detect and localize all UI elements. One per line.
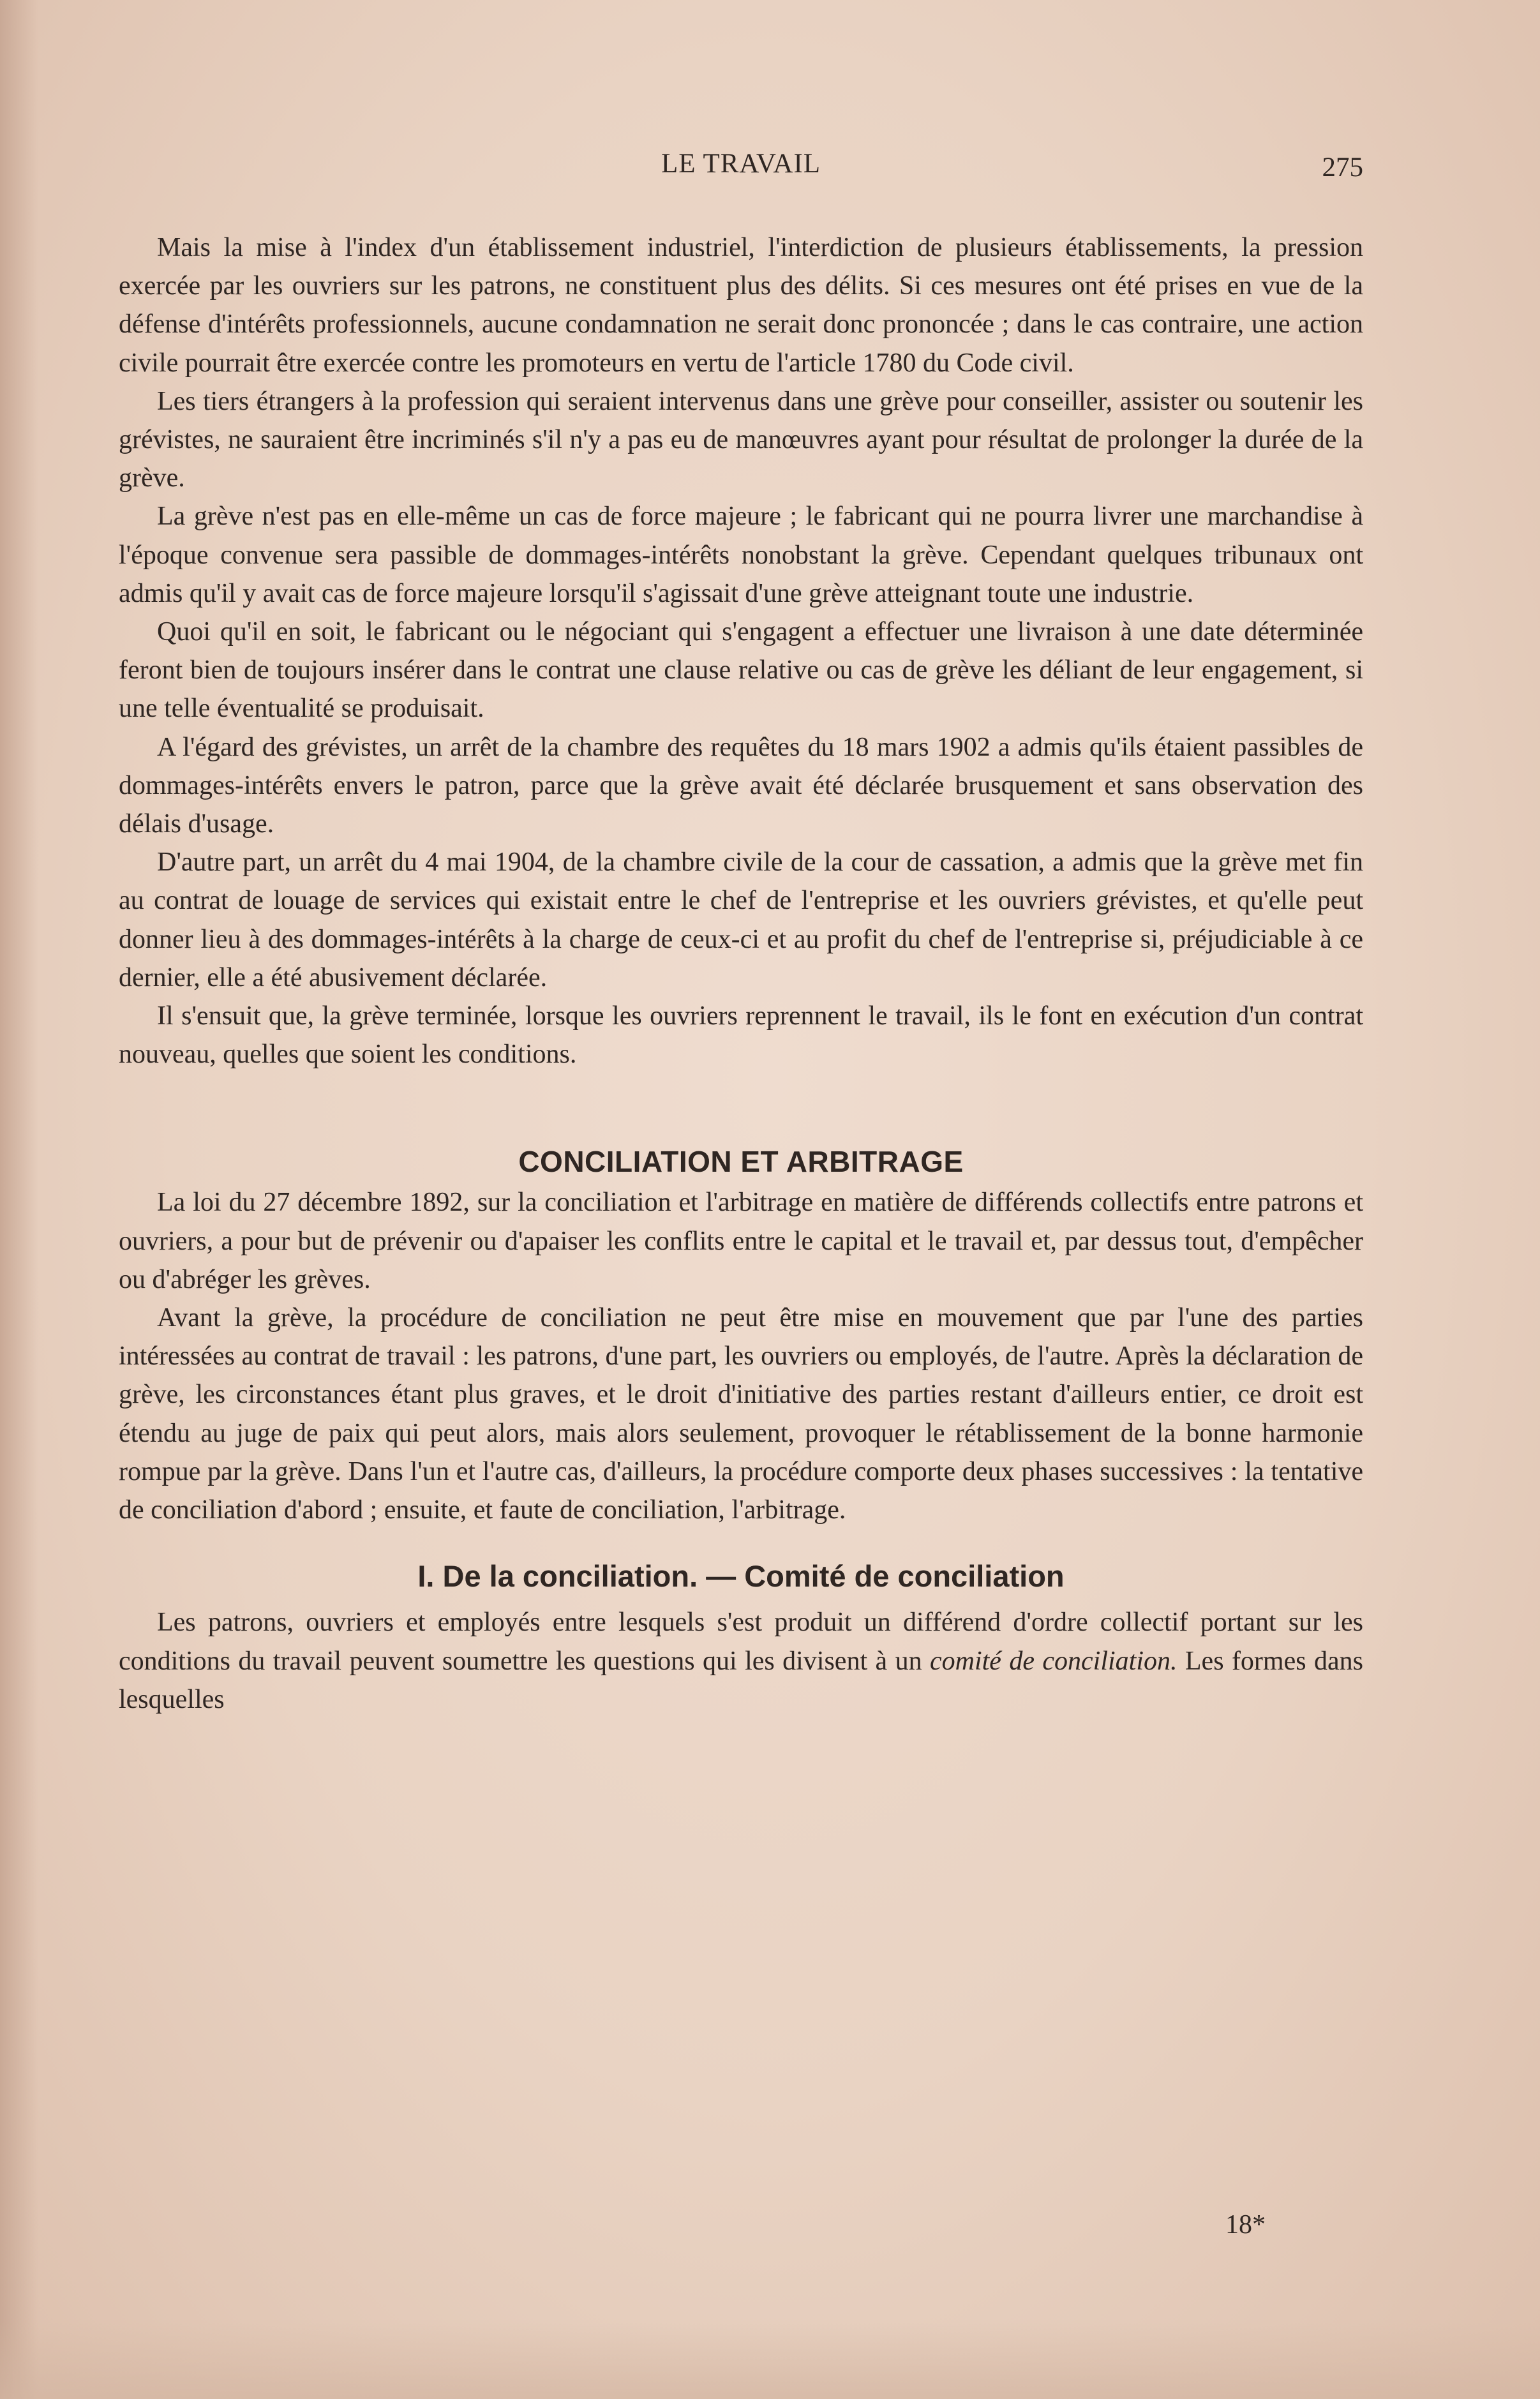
paragraph-text: Les patrons, ouvriers et employés entre lesquels s'est produit un différend d'ordre collectif portant sur les conditions du travail peuvent soumettre les questions qui les divisent à un — [119, 1608, 1363, 1676]
page-bottom-shade — [0, 2322, 1540, 2399]
paragraph: Les tiers étrangers à la profession qui seraient intervenus dans une grève pour conseiller, assister ou soutenir les grévistes, ne sauraient être incriminés s'il n'y a pas eu de manœuvres ayant pour résultat de prolonger la durée de la grève. — [119, 386, 1363, 493]
paragraph: Il s'ensuit que, la grève terminée, lorsque les ouvriers reprennent le travail, ils le font en exécution d'un contrat nouveau, quelles que soient les conditions. — [119, 1001, 1363, 1070]
section-heading: CONCILIATION ET ARBITRAGE — [518, 1145, 964, 1179]
paragraph: Quoi qu'il en soit, le fabricant ou le négociant qui s'engagent a effectuer une livraison à une date déterminée feront bien de toujours insérer dans le contrat une clause relative ou cas de grève les déliant de leur engagement, si une telle éventualité se produisait. — [119, 617, 1363, 724]
page-header — [119, 148, 1363, 186]
signature-mark: 18* — [1225, 2210, 1266, 2239]
paragraph-last — [119, 1603, 1363, 1719]
page-edge-shadow — [0, 0, 38, 2399]
paragraph: La grève n'est pas en elle-même un cas de force majeure ; le fabricant qui ne pourra livrer une marchandise à l'époque convenue sera passible de dommages-intérêts nonobstant la grève. Cependant quelques tribunaux ont admis qu'il y avait cas de force majeure lorsqu'il s'agissait d'une grève atteignant toute une industrie. — [119, 502, 1363, 608]
subsection-heading: I. De la conciliation. — Comité de conciliation — [417, 1559, 1065, 1594]
paragraph: A l'égard des grévistes, un arrêt de la chambre des requêtes du 18 mars 1902 a admis qu'ils étaient passibles de dommages-intérêts envers le patron, parce que la grève avait été déclarée brusquement et sans observation des délais d'usage. — [119, 732, 1363, 839]
paragraph: Avant la grève, la procédure de conciliation ne peut être mise en mouvement que par l'une des parties intéressées au contrat de travail : les patrons, d'une part, les ouvriers ou employés, de l'autre. Après la déclaration de grève, les circonstances étant plus graves, et le droit d'initiative des parties restant d'ailleurs entier, ce droit est étendu au juge de paix qui peut alors, mais alors seulement, provoquer le rétablissement de la bonne harmonie rompue par la grève. Dans l'un et l'autre cas, d'ailleurs, la procédure comporte deux phases successives : la tentative de conciliation d'abord ; ensuite, et faute de conciliation, l'arbitrage. — [119, 1303, 1363, 1525]
italic-term: comité de conciliation. — [929, 1646, 1177, 1676]
paragraph: Mais la mise à l'index d'un établissement industriel, l'interdiction de plusieurs établissements, la pression exercée par les ouvriers sur les patrons, ne constituent plus des délits. Si ces mesures ont été prises en vue de la défense d'intérêts professionnels, aucune condamnation ne serait donc prononcée ; dans le cas contraire, une action civile pourrait être exercée contre les promoteurs en vertu de l'article 1780 du Code civil. — [119, 233, 1363, 378]
paragraph: D'autre part, un arrêt du 4 mai 1904, de la chambre civile de la cour de cassation, a admis que la grève met fin au contrat de louage de services qui existait entre le chef de l'entreprise et les ouvriers grévistes, et qu'elle peut donner lieu à des dommages-intérêts à la charge de ceux-ci et au profit du chef de l'entreprise si, préjudiciable à ce dernier, elle a été abusivement déclarée. — [119, 848, 1363, 992]
paragraph: La loi du 27 décembre 1892, sur la conciliation et l'arbitrage en matière de différends collectifs entre patrons et ouvriers, a pour but de prévenir ou d'apaiser les conflits entre le capital et le travail et, par dessus tout, d'empêcher ou d'abréger les grèves. — [119, 1188, 1363, 1294]
page-number: 275 — [1322, 153, 1363, 183]
paragraph-text: Les formes dans lesquelles — [119, 1646, 1363, 1714]
running-title: LE TRAVAIL — [661, 149, 821, 179]
body-text — [119, 228, 1363, 1719]
